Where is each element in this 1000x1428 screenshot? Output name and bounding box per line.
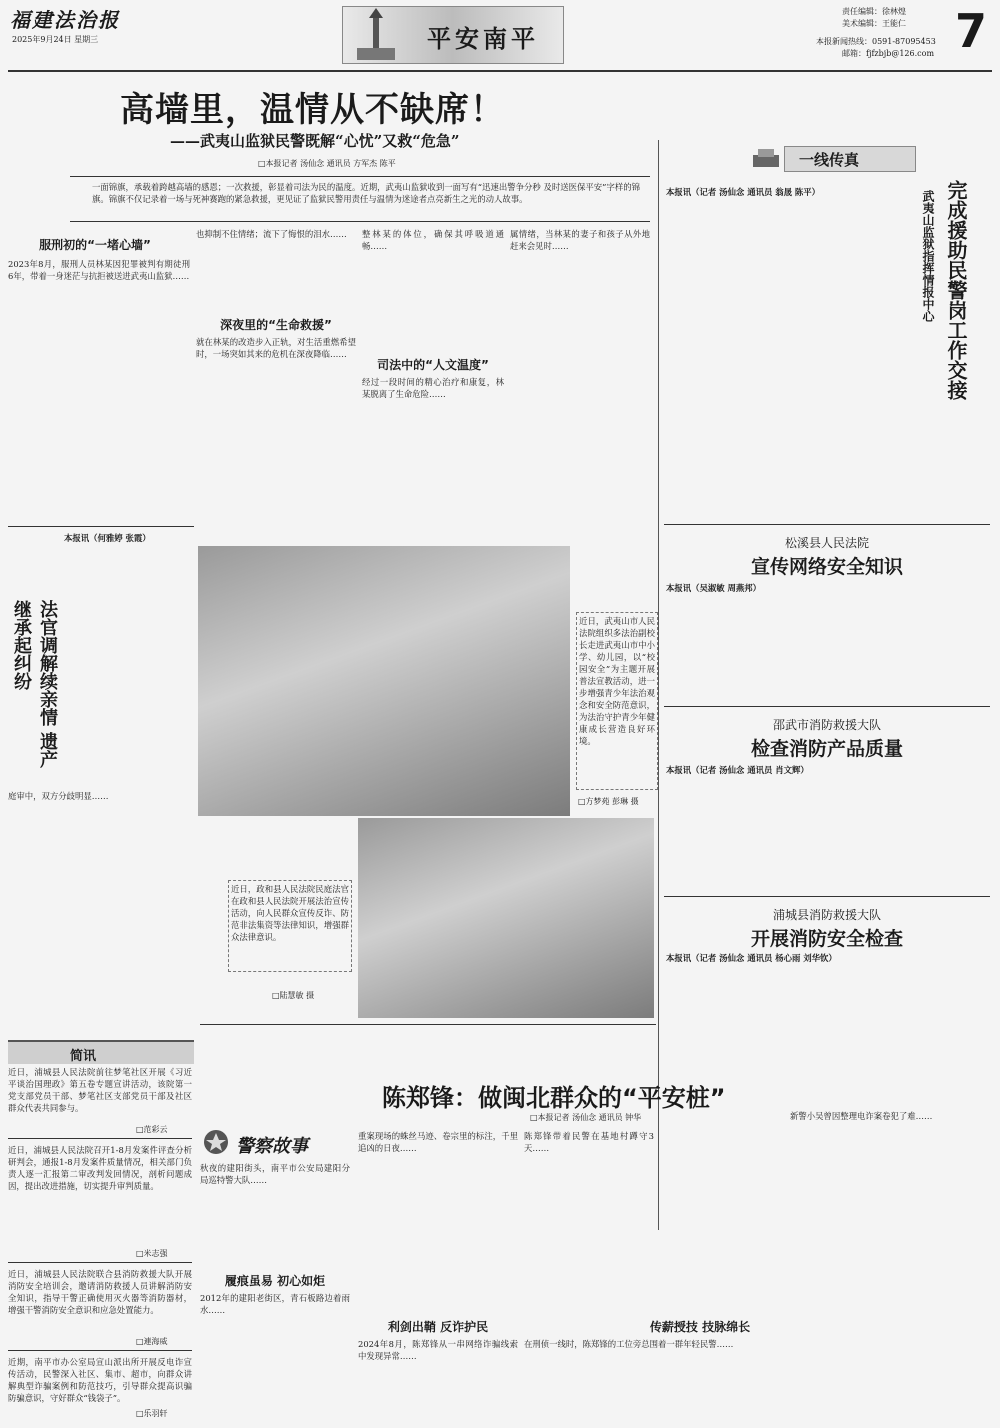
news3-byline: 本报讯（记者 汤仙念 通讯员 肖文辉） (666, 765, 809, 775)
news3-org: 邵武市消防救援大队 (772, 718, 881, 732)
feature-col-2b-text: 2024年8月，陈郑锋从一串网络诈骗线索中发现异常…… (358, 1339, 518, 1361)
left-story-byline: 本报讯（何雅婷 张霞） (64, 533, 151, 543)
feature-col-4 (790, 1110, 990, 1422)
brief-banner (8, 1040, 194, 1064)
brief-divider-1 (8, 1138, 192, 1139)
lead-intro: 一面锦旗，承载着跨越高墙的感恩；一次救援，彰显着司法为民的温度。近期，武夷山监狱收到一面写有“迅速出警争分秒 及时送医保平安”字样的锦旗。锦旗不仅记录着一场与死神赛跑的紧急救援，更见证了监狱民警用责任与温情为迷途者点亮新生之光的动人故事。 (92, 182, 640, 204)
news1-body (666, 186, 912, 516)
brief-label: 简讯 (70, 1049, 97, 1064)
feature-col-2 (358, 1130, 518, 1290)
police-story-label: 警察故事 (236, 1136, 308, 1157)
feature-byline: □本报记者 汤仙念 通讯员 钟华 (530, 1113, 642, 1122)
brief-credit-2: □米志强 (136, 1249, 168, 1258)
news4-byline: 本报讯（记者 汤仙念 通讯员 杨心雨 刘华钦） (666, 953, 837, 963)
photo2-caption-text: 近日，政和县人民法院民庭法官在政和县人民法院开展法治宣传活动，向人民群众宣传反诈、防范非法集资等法律知识，增强群众法律意识。 (231, 884, 349, 942)
news2-byline: 本报讯（吴淑敏 周燕邦） (666, 583, 762, 593)
lead-byline: □本报记者 汤仙念 通讯员 方军杰 陈平 (258, 159, 396, 168)
masthead-divider (8, 70, 992, 72)
news2-body (666, 582, 988, 702)
police-badge-icon (202, 1128, 230, 1156)
lead-heading-3: 司法中的“人文温度” (377, 358, 489, 372)
feature-top-rule (200, 1024, 656, 1025)
lead-title: 高墙里，温情从不缺席！ (120, 90, 505, 130)
photo1-caption (576, 612, 658, 790)
feature-col-3-text: 陈郑锋带着民警在基地村蹲守3天…… (524, 1131, 654, 1153)
news-divider-1 (664, 524, 990, 525)
feature-col-1b-text: 2012年的建阳老街区，青石板路边着雨水…… (200, 1293, 350, 1315)
tower-icon (353, 8, 399, 62)
issue-date: 2025年9月24日 星期三 (12, 35, 99, 44)
feature-col-1-text: 秋夜的建阳街头，南平市公安局建阳分局巡特警大队…… (200, 1163, 350, 1185)
brief-credit-3: □連海威 (136, 1337, 168, 1346)
lead-col-3b (362, 376, 504, 520)
news1-title: 完成援助民警岗工作交接 (944, 180, 968, 400)
section-banner (342, 6, 564, 64)
brief-item-4-text: 近期，南平市办公室局宣山派出所开展反电诈宣传活动，民警深入社区、集市、超市，向群众讲解典型诈骗案例和防范技巧，引导群众提高识骗防骗意识，守好群众“钱袋子”。 (8, 1357, 192, 1403)
masthead (0, 0, 1000, 70)
brief-item-2-text: 近日，浦城县人民法院召开1-8月发案件评查分析研判会，通报1-8月发案件质量情况，相关部门负责人逐一汇报第二审改判发回情况，剖析问题成因，提出改进措施，切实提升审判质量。 (8, 1145, 192, 1191)
feature-col-1b (200, 1292, 350, 1422)
photo1-credit: □方梦苑 彭琳 摄 (578, 797, 639, 806)
news1-byline: 本报讯（记者 汤仙念 通讯员 翁晟 陈平） (666, 187, 821, 197)
brief-item-1 (8, 1066, 192, 1122)
brief-divider-3 (8, 1350, 192, 1351)
lead-col-2 (196, 228, 356, 312)
paper-name-logo: 福建法治报 (10, 8, 120, 32)
news4-title: 开展消防安全检查 (750, 928, 903, 950)
feature-col-4-text: 新警小吴曾因整理电诈案卷犯了难…… (790, 1111, 933, 1121)
feature-col-2b (358, 1338, 518, 1422)
lead-heading-2: 深夜里的“生命救援” (220, 318, 332, 332)
police-heading-2: 利剑出鞘 反诈护民 (387, 1320, 489, 1334)
feature-col-1 (200, 1162, 350, 1268)
right-column-rule (658, 140, 659, 1230)
brief-divider-2 (8, 1262, 192, 1263)
page-number: 7 (955, 4, 988, 58)
left-story-body-2-text: 庭审中，双方分歧明显…… (8, 791, 109, 801)
news3-body (666, 764, 988, 892)
news1-subtitle: 武夷山监狱指挥情报中心 (921, 190, 935, 322)
left-story-title: 法官调解续亲情 遗产继承起纠纷 (11, 600, 58, 769)
lead-subtitle: ——武夷山监狱民警既解“心忧”又救“危急” (170, 132, 460, 150)
feature-col-3b-text: 在刑侦一线时，陈郑锋的工位旁总围着一群年轻民警…… (524, 1339, 734, 1349)
editor-line: 责任编辑：徐林煌 (842, 7, 906, 16)
feature-col-3b (524, 1338, 784, 1422)
brief-item-3-text: 近日，浦城县人民法院联合县消防救援大队开展消防安全培训会，邀请消防救援人员讲解消防安全知识，指导干警正确使用灭火器等消防器材，增强干警消防安全意识和应急处置能力。 (8, 1269, 192, 1315)
lead-intro-box (70, 176, 650, 222)
brief-credit-4: □乐羽轩 (136, 1409, 168, 1418)
lead-col-3b-text: 经过一段时间的精心治疗和康复，林某脱离了生命危险…… (362, 377, 504, 399)
brief-credit-1: □范彩云 (136, 1125, 168, 1134)
fax-icon (751, 147, 781, 169)
police-heading-3: 传薪授技 技脉绵长 (649, 1320, 751, 1334)
lead-col-1 (8, 258, 190, 520)
brief-item-2 (8, 1144, 192, 1244)
photo2-caption (228, 880, 352, 972)
brief-list (8, 1066, 194, 1422)
left-story-divider (8, 526, 194, 527)
feature-col-3 (524, 1130, 654, 1314)
news4-org: 浦城县消防救援大队 (772, 908, 881, 922)
yixian-label: 一线传真 (799, 151, 860, 169)
hotline: 本报新闻热线：0591-87095453 (816, 37, 936, 46)
lead-col-4-text: 属情绪，当林某的妻子和孩子从外地赶来会见时…… (510, 229, 650, 251)
lead-col-2-text: 也抑制不住情绪；流下了悔恨的泪水…… (196, 229, 347, 239)
photo2-credit: □陆慧敏 摄 (272, 991, 315, 1000)
left-story-body-2 (8, 790, 190, 972)
news-divider-2 (664, 706, 990, 707)
brief-item-3 (8, 1268, 192, 1334)
lead-heading-1: 服刑初的“一堵心墙” (39, 238, 151, 252)
news-divider-3 (664, 896, 990, 897)
photo1-caption-text: 近日，武夷山市人民法院组织多法治副校长走进武夷山市中小学、幼儿园，以“校园安全”为主题开展普法宣教活动，进一步增强青少年法治观念和安全防范意识，为法治守护青少年健康成长营造良好环境。 (579, 616, 655, 746)
brief-item-4 (8, 1356, 192, 1406)
news2-org: 松溪县人民法院 (784, 536, 869, 550)
feature-title: 陈郑锋：做闽北群众的“平安桩” (382, 1084, 726, 1112)
photo-classroom (198, 546, 570, 816)
yixian-banner (784, 146, 916, 172)
art-editor-line: 美术编辑：王能仁 (842, 19, 906, 28)
news3-title: 检查消防产品质量 (750, 738, 903, 760)
email: 邮箱：fjfzbjb@126.com (842, 49, 935, 58)
feature-col-2-text: 重案现场的蛛丝马迹、卷宗里的标注，千里追凶的日夜…… (358, 1131, 518, 1153)
lead-col-1-text: 2023年8月，服刑人员林某因犯罪被判有期徒刑6年，带着一身迷茫与抗拒被送进武夷山监狱…… (8, 259, 190, 281)
brief-item-1-text: 近日，浦城县人民法院前往梦笔社区开展《习近平谈治国理政》第五卷专题宣讲活动，该院第一党支部党员干部、梦笔社区支部党员干部及社区群众代表共同参与。 (8, 1067, 192, 1113)
lead-col-4 (510, 228, 650, 520)
police-heading-1: 履痕虽易 初心如炬 (224, 1274, 326, 1288)
police-story-badge (202, 1128, 352, 1158)
lead-col-2b-text: 就在林某的改造步入正轨，对生活重燃希望时，一场突如其来的危机在深夜降临…… (196, 337, 356, 359)
lead-col-3-text: 整林某的体位，确保其呼吸道通畅…… (362, 229, 504, 251)
news4-body (666, 952, 988, 1062)
news2-title: 宣传网络安全知识 (750, 556, 903, 578)
section-title: 平安南平 (427, 25, 539, 53)
lead-col-2b (196, 336, 356, 520)
lead-col-3 (362, 228, 504, 338)
photo-outdoor-event (358, 818, 654, 1018)
